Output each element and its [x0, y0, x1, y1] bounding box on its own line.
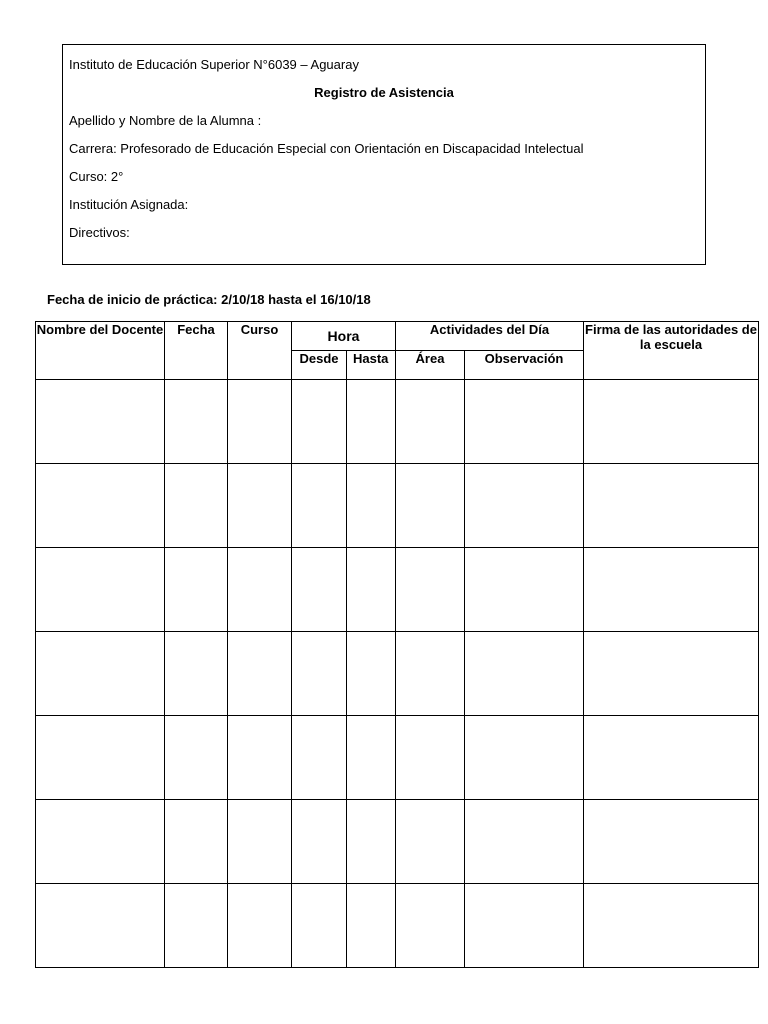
table-row	[36, 464, 759, 548]
col-header-teacher-name: Nombre del Docente	[36, 322, 165, 380]
teacher-name-cell[interactable]	[36, 548, 165, 632]
area-cell[interactable]	[396, 884, 465, 968]
from-cell[interactable]	[292, 548, 347, 632]
from-cell[interactable]	[292, 464, 347, 548]
to-cell[interactable]	[347, 716, 396, 800]
from-cell[interactable]	[292, 632, 347, 716]
from-cell[interactable]	[292, 716, 347, 800]
col-header-from: Desde	[292, 351, 347, 380]
from-cell[interactable]	[292, 884, 347, 968]
attendance-table	[35, 321, 759, 968]
institution-assigned-label: Institución Asignada:	[69, 197, 189, 212]
table-row	[36, 380, 759, 464]
teacher-name-cell[interactable]	[36, 884, 165, 968]
date-cell[interactable]	[165, 800, 228, 884]
table-row	[36, 716, 759, 800]
col-header-date: Fecha	[165, 322, 228, 380]
table-row	[36, 548, 759, 632]
from-cell[interactable]	[292, 800, 347, 884]
signature-cell[interactable]	[584, 884, 759, 968]
signature-cell[interactable]	[584, 716, 759, 800]
teacher-name-cell[interactable]	[36, 632, 165, 716]
to-cell[interactable]	[347, 884, 396, 968]
observation-cell[interactable]	[465, 716, 584, 800]
date-cell[interactable]	[165, 716, 228, 800]
to-cell[interactable]	[347, 548, 396, 632]
to-cell[interactable]	[347, 632, 396, 716]
area-cell[interactable]	[396, 548, 465, 632]
col-header-signature: Firma de las autoridades de la escuela	[584, 322, 759, 380]
course-cell[interactable]	[228, 800, 292, 884]
course-cell[interactable]	[228, 632, 292, 716]
teacher-name-cell[interactable]	[36, 800, 165, 884]
directors-label: Directivos:	[69, 225, 130, 240]
teacher-name-cell[interactable]	[36, 716, 165, 800]
date-cell[interactable]	[165, 632, 228, 716]
col-header-observation: Observación	[465, 351, 584, 380]
date-cell[interactable]	[165, 884, 228, 968]
student-name-label: Apellido y Nombre de la Alumna :	[69, 113, 262, 128]
signature-cell[interactable]	[584, 548, 759, 632]
course-cell[interactable]	[228, 380, 292, 464]
to-cell[interactable]	[347, 464, 396, 548]
col-header-hour: Hora	[292, 322, 396, 351]
institute-name: Instituto de Educación Superior N°6039 – Aguaray	[69, 57, 359, 72]
course-cell[interactable]	[228, 884, 292, 968]
signature-cell[interactable]	[584, 632, 759, 716]
course-cell[interactable]	[228, 548, 292, 632]
observation-cell[interactable]	[465, 884, 584, 968]
teacher-name-cell[interactable]	[36, 464, 165, 548]
signature-cell[interactable]	[584, 380, 759, 464]
course-text: Curso: 2°	[69, 169, 124, 184]
observation-cell[interactable]	[465, 800, 584, 884]
area-cell[interactable]	[396, 800, 465, 884]
observation-cell[interactable]	[465, 548, 584, 632]
table-row	[36, 632, 759, 716]
date-cell[interactable]	[165, 548, 228, 632]
date-cell[interactable]	[165, 464, 228, 548]
header-box	[62, 44, 706, 265]
career-text: Carrera: Profesorado de Educación Especial con Orientación en Discapacidad Intelectual	[69, 141, 584, 156]
signature-cell[interactable]	[584, 464, 759, 548]
observation-cell[interactable]	[465, 380, 584, 464]
col-header-area: Área	[396, 351, 465, 380]
area-cell[interactable]	[396, 380, 465, 464]
course-cell[interactable]	[228, 716, 292, 800]
practice-dates: Fecha de inicio de práctica: 2/10/18 hasta el 16/10/18	[47, 292, 371, 307]
table-row	[36, 884, 759, 968]
col-header-to: Hasta	[347, 351, 396, 380]
date-cell[interactable]	[165, 380, 228, 464]
area-cell[interactable]	[396, 464, 465, 548]
area-cell[interactable]	[396, 716, 465, 800]
course-cell[interactable]	[228, 464, 292, 548]
to-cell[interactable]	[347, 380, 396, 464]
form-title: Registro de Asistencia	[314, 85, 454, 100]
observation-cell[interactable]	[465, 464, 584, 548]
col-header-activities: Actividades del Día	[396, 322, 584, 351]
from-cell[interactable]	[292, 380, 347, 464]
observation-cell[interactable]	[465, 632, 584, 716]
col-header-course: Curso	[228, 322, 292, 380]
table-row	[36, 800, 759, 884]
to-cell[interactable]	[347, 800, 396, 884]
teacher-name-cell[interactable]	[36, 380, 165, 464]
signature-cell[interactable]	[584, 800, 759, 884]
area-cell[interactable]	[396, 632, 465, 716]
